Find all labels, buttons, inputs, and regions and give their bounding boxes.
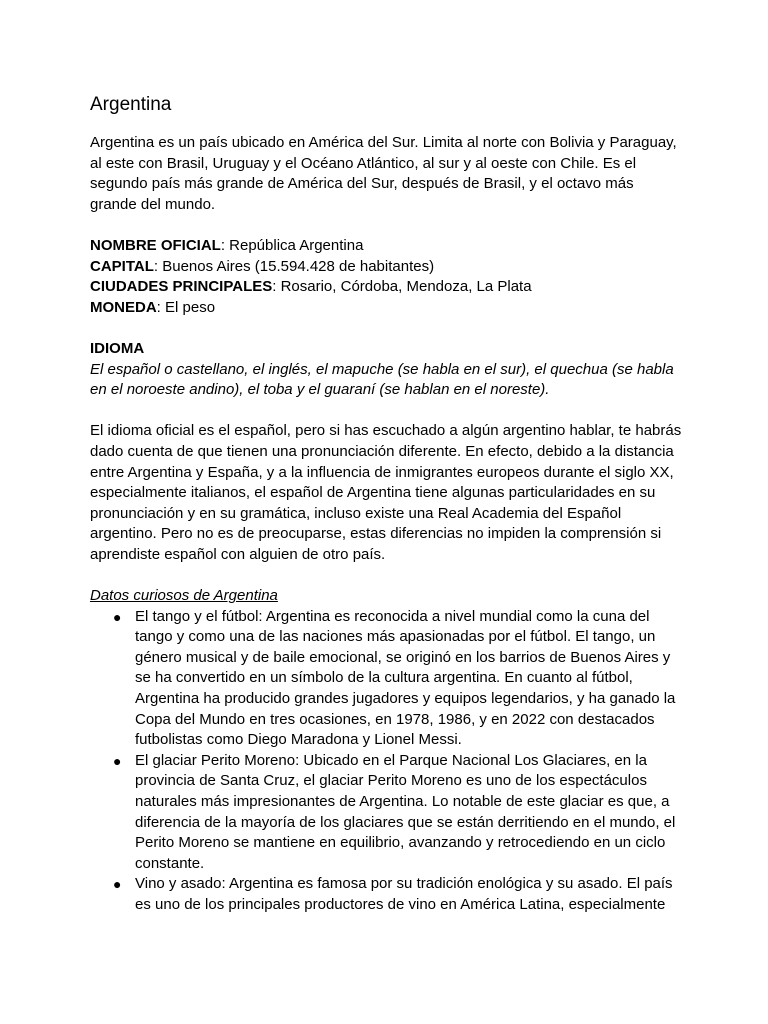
document-page — [90, 92, 682, 916]
fact-label: CAPITAL — [90, 257, 154, 275]
spacer — [90, 565, 682, 586]
bullet-icon: ● — [113, 876, 122, 893]
fact-value: : Rosario, Córdoba, Mendoza, La Plata — [272, 278, 532, 296]
fact-capital — [90, 257, 682, 278]
fact-value: : República Argentina — [220, 236, 364, 254]
spacer — [90, 318, 682, 339]
list-item-text: El glaciar Perito Moreno: Ubicado en el Parque Nacional Los Glaciares, en la provincia de Santa Cruz, el glaciar Perito Moreno es uno de los espectáculos naturales más impresionantes de Argentina. Lo notable de este glaciar es que, a diferencia de la mayoría de los glaciares que se están derritiendo en el mundo, el Perito Moreno se mantiene en equilibrio, avanzando y retrocediendo en un ciclo constante. — [135, 751, 676, 872]
fact-currency — [90, 298, 682, 319]
list-item — [90, 874, 682, 915]
list-item — [90, 607, 682, 751]
document-title: Argentina — [90, 94, 172, 115]
spacer — [90, 401, 682, 422]
curiosities-heading-text: Datos curiosos de Argentina — [90, 587, 278, 605]
language-paragraph: El idioma oficial es el español, pero si has escuchado a algún argentino hablar, te habrás dado cuenta de que tienen una pronunciación diferente. En efecto, debido a la distancia entre Argentina y España, y a la influencia de inmigrantes europeos durante el siglo XX, especialmente italianos, el español de Argentina tiene algunas particularidades en su pronunciación y en su gramática, incluso existe una Real Academia del Español argentino. Pero no es de preocuparse, estas diferencias no impiden la comprensión si aprendiste español con alguien de otro país. — [90, 422, 682, 563]
list-item-text: Vino y asado: Argentina es famosa por su tradición enológica y su asado. El país es uno de los principales productores de vino en América Latina, especialmente — [135, 875, 673, 913]
fact-label: CIUDADES PRINCIPALES — [90, 278, 273, 296]
list-item-text: El tango y el fútbol: Argentina es reconocida a nivel mundial como la cuna del tango y como una de las naciones más apasionadas por el fútbol. El tango, un género musical y de baile emocional, se originó en los barrios de Buenos Aires y se ha convertido en un símbolo de la cultura argentina. En cuanto al fútbol, Argentina ha producido grandes jugadores y equipos legendarios, y ha ganado la Copa del Mundo en tres ocasiones, en 1978, 1986, y en 2022 con destacados futbolistas como Diego Maradona y Lionel Messi. — [135, 607, 676, 749]
fact-value: : Buenos Aires (15.594.428 de habitantes) — [153, 257, 435, 275]
fact-label: NOMBRE OFICIAL — [90, 236, 221, 254]
fact-main-cities — [90, 277, 682, 298]
intro-paragraph: Argentina es un país ubicado en América del Sur. Limita al norte con Bolivia y Paraguay, al este con Brasil, Uruguay y el Océano Atlántico, al sur y al oeste con Chile. Es el segundo país más grande de América del Sur, después de Brasil, y el octavo más grande del mundo. — [90, 134, 677, 213]
bullet-icon: ● — [113, 752, 122, 769]
fact-value: : El peso — [156, 298, 216, 316]
bullet-icon: ● — [113, 608, 122, 625]
fact-label: MONEDA — [90, 298, 157, 316]
language-heading: IDIOMA — [90, 339, 145, 357]
curiosities-list — [90, 607, 682, 916]
list-item — [90, 751, 682, 875]
curiosities-heading — [90, 586, 682, 607]
spacer — [90, 215, 682, 236]
fact-official-name — [90, 236, 682, 257]
language-list: El español o castellano, el inglés, el mapuche (se habla en el sur), el quechua (se habla en el noroeste andino), el toba y el guaraní (se hablan en el noreste). — [90, 360, 674, 399]
